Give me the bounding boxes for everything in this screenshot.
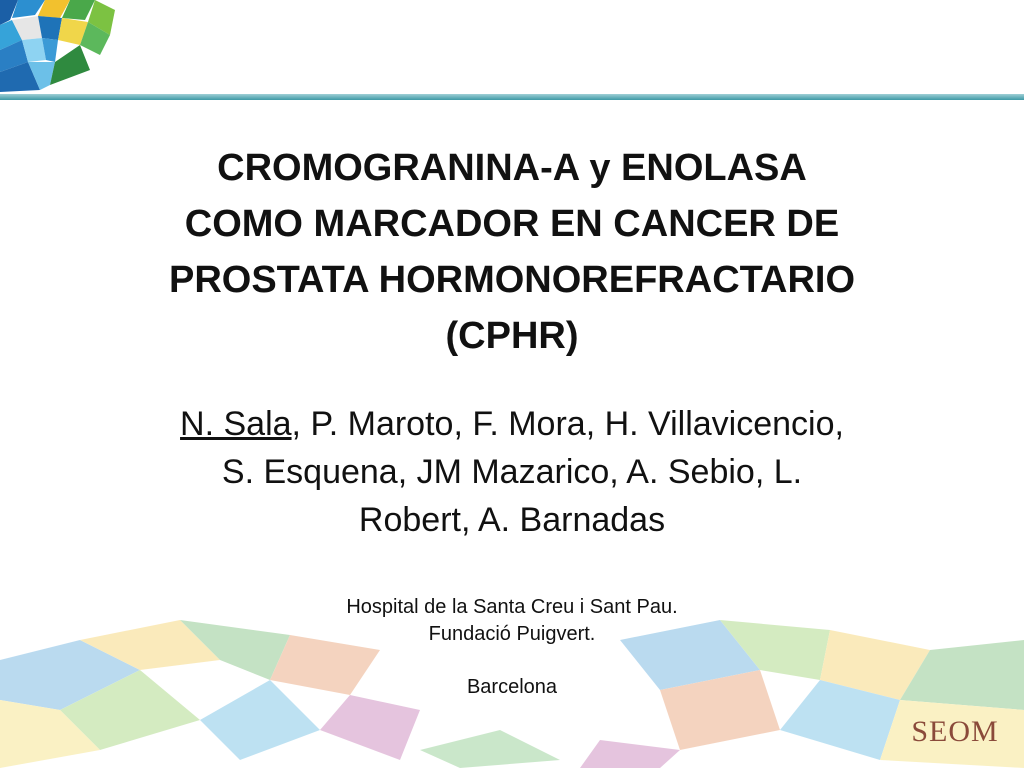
authors-line-3: Robert, A. Barnadas [358,501,666,539]
authors-line-1 [62,400,962,448]
city: Barcelona [466,676,558,698]
institution-line-2: Fundació Puigvert. [428,623,596,645]
author-list [62,400,962,544]
institution-line-1: Hospital de la Santa Creu i Sant Pau. [346,596,678,618]
seom-logo: SEOM [911,715,999,748]
first-author: N. Sala [180,405,292,443]
title-line-2: COMO MARCADOR EN CANCER DE [184,203,840,245]
slide-title [62,140,962,364]
institution [312,594,712,648]
title-line-4: (CPHR) [445,315,579,357]
authors-line-1-rest: , P. Maroto, F. Mora, H. Villavicencio, [291,405,844,443]
title-line-1: CROMOGRANINA-A y ENOLASA [217,147,807,189]
title-line-3: PROSTATA HORMONOREFRACTARIO [168,259,856,301]
mosaic-logo-icon [0,0,120,96]
authors-line-2: S. Esquena, JM Mazarico, A. Sebio, L. [221,453,803,491]
header-divider [0,94,1024,100]
